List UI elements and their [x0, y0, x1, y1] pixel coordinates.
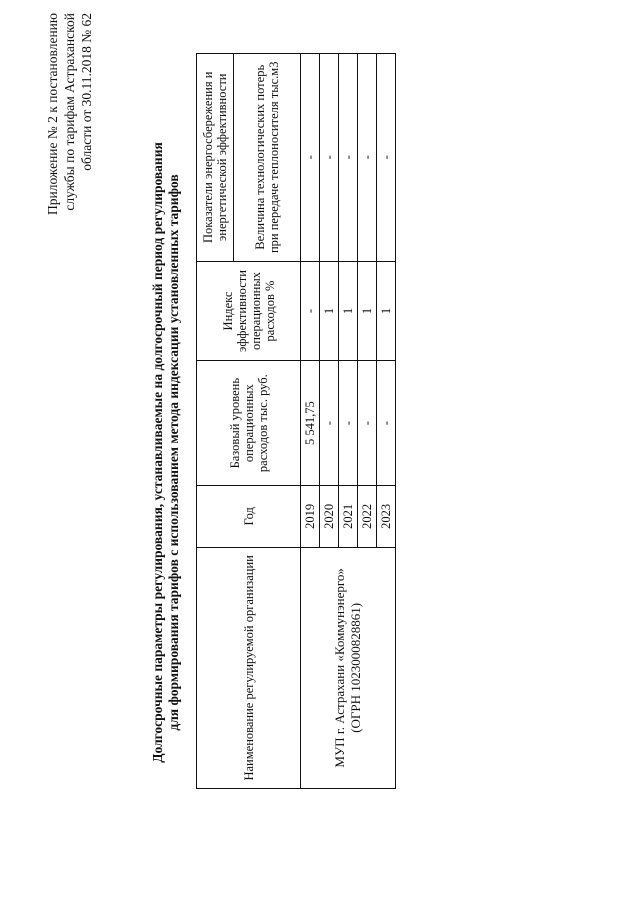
cell-base-level: -	[377, 361, 396, 486]
cell-technological-losses: -	[320, 54, 339, 262]
title-line-2: для формирования тарифов с использованием метода индексации установленных тарифов	[166, 174, 181, 731]
cell-technological-losses: -	[339, 54, 358, 262]
cell-efficiency-index: 1	[377, 261, 396, 361]
cell-base-level: -	[358, 361, 377, 486]
parameters-table	[196, 53, 396, 789]
cell-efficiency-index: -	[301, 261, 320, 361]
cell-year: 2021	[339, 485, 358, 547]
organization-name: МУП г. Астрахани «Коммунэнерго» (ОГРН 1023000828861)	[301, 547, 396, 788]
title-line-1: Долгосрочные параметры регулирования, устанавливаемые на долгосрочный период регулирования	[150, 142, 165, 763]
cell-efficiency-index: 1	[320, 261, 339, 361]
cell-technological-losses: -	[358, 54, 377, 262]
annex-note	[44, 13, 95, 313]
header-technological-losses: Величина технологических потерь при передаче теплоносителя тыс.м3	[234, 54, 301, 262]
annex-line: службы по тарифам Астраханской	[62, 13, 77, 211]
header-organization: Наименование регулируемой организации	[197, 547, 301, 788]
annex-line: области от 30.11.2018 № 62	[79, 13, 94, 171]
header-base-level: Базовый уровень операционных расходов тыс. руб.	[197, 361, 301, 486]
table-row	[301, 54, 320, 789]
cell-year: 2020	[320, 485, 339, 547]
cell-technological-losses: -	[301, 54, 320, 262]
cell-year: 2019	[301, 485, 320, 547]
table-header-row	[197, 54, 234, 789]
cell-base-level: -	[339, 361, 358, 486]
cell-base-level: -	[320, 361, 339, 486]
cell-technological-losses: -	[377, 54, 396, 262]
header-year: Год	[197, 485, 301, 547]
document-title	[150, 0, 182, 905]
cell-efficiency-index: 1	[358, 261, 377, 361]
header-efficiency-index: Индекс эффективности операционных расходов %	[197, 261, 301, 361]
header-energy-efficiency: Показатели энергосбережения и энергетической эффективности	[197, 54, 234, 262]
cell-efficiency-index: 1	[339, 261, 358, 361]
cell-year: 2022	[358, 485, 377, 547]
cell-base-level: 5 541,75	[301, 361, 320, 486]
cell-year: 2023	[377, 485, 396, 547]
annex-line: Приложение № 2 к постановлению	[45, 13, 60, 215]
